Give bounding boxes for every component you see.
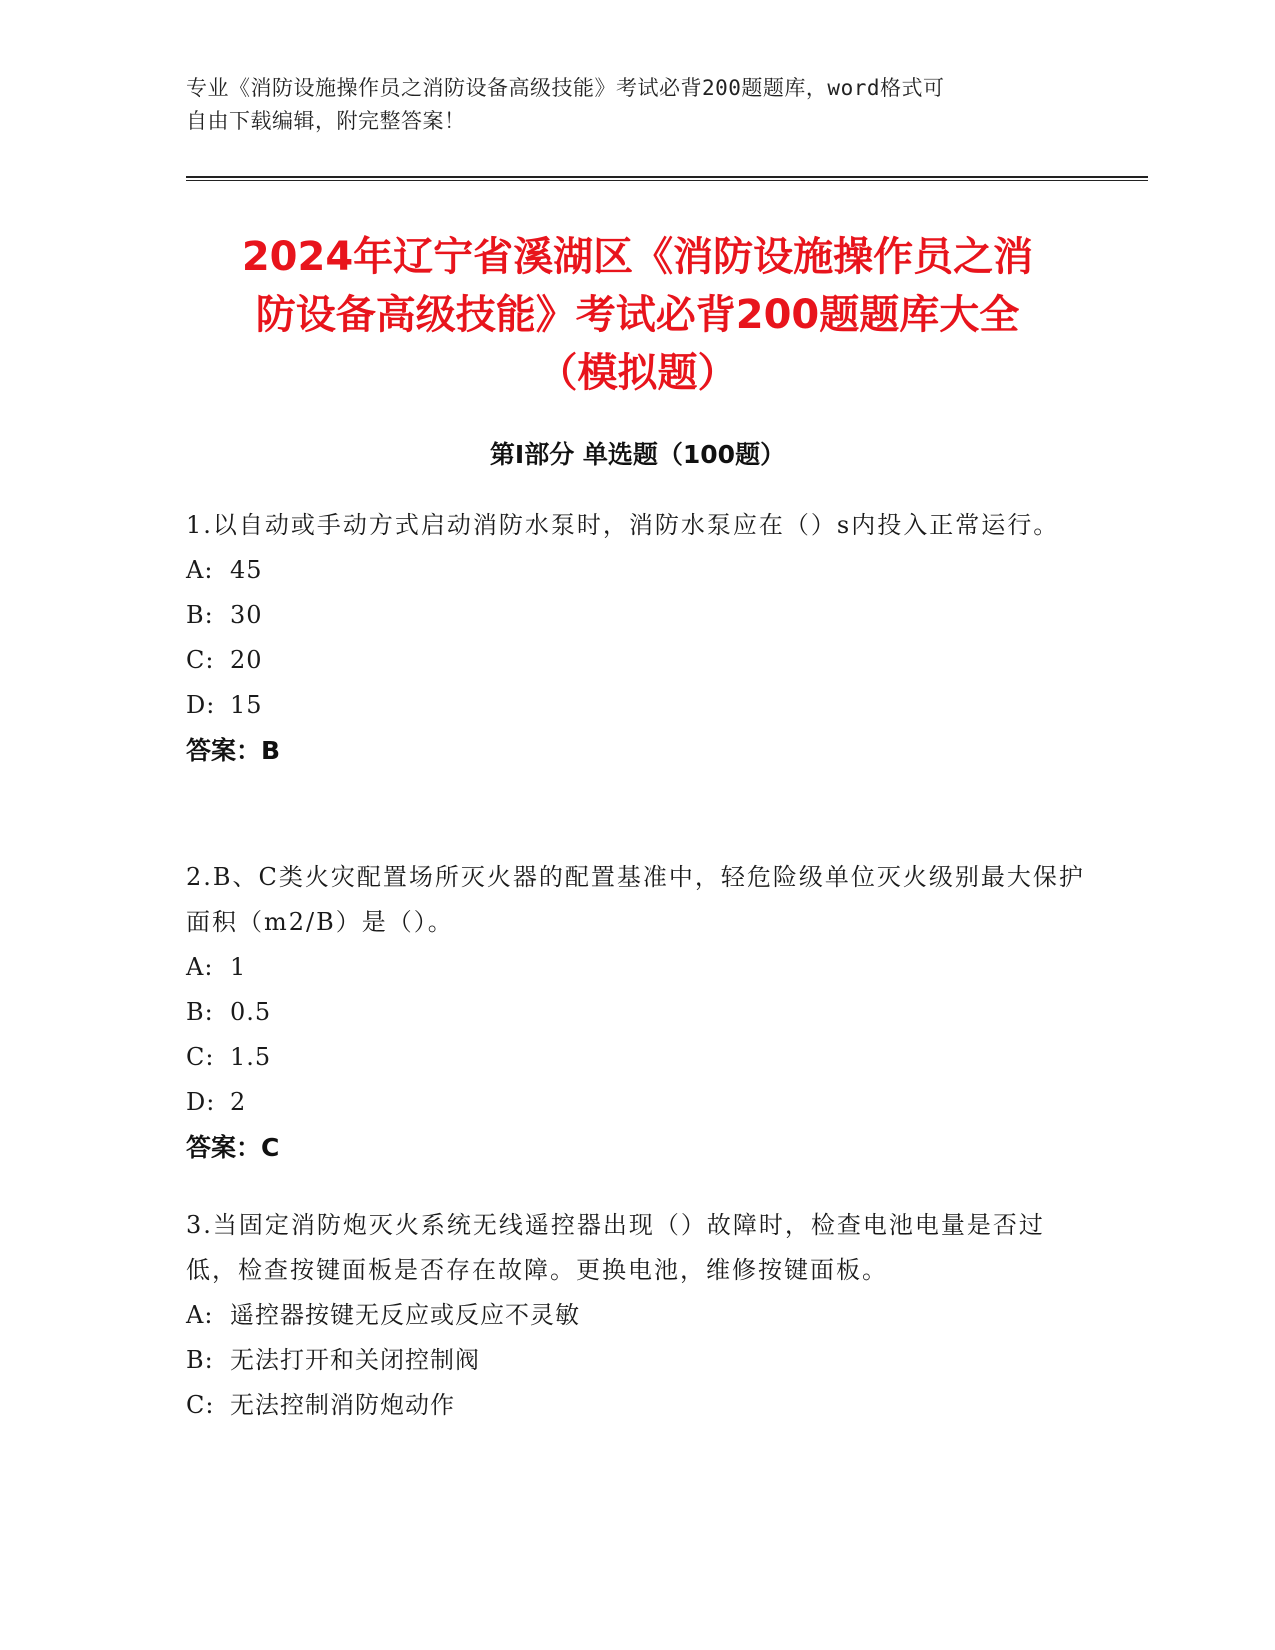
option-c — [186, 1383, 1086, 1428]
option-key: B: — [186, 998, 214, 1026]
document-title-line-2: 防设备高级技能》考试必背200题题库大全 — [255, 292, 1020, 338]
option-text: 15 — [230, 691, 263, 719]
option-key: D: — [186, 1088, 216, 1116]
question-stem: 2.B、C类火灾配置场所灭火器的配置基准中，轻危险级单位灭火级别最大保护面积（m2/B）是（）。 — [186, 863, 1085, 936]
answer-value: C — [261, 1133, 280, 1162]
option-key: A: — [186, 1301, 214, 1329]
question-2 — [186, 855, 1086, 1170]
option-text: 2 — [230, 1088, 247, 1116]
option-d — [186, 683, 1086, 728]
option-key: B: — [186, 1346, 214, 1374]
question-stem: 3.当固定消防炮灭火系统无线遥控器出现（）故障时，检查电池电量是否过低，检查按键面板是否存在故障。更换电池，维修按键面板。 — [186, 1211, 1045, 1284]
answer-line — [186, 728, 1086, 773]
option-text: 无法打开和关闭控制阀 — [230, 1346, 480, 1374]
header-note-line-1: 专业《消防设施操作员之消防设备高级技能》考试必背200题题库，word格式可 — [186, 76, 945, 100]
option-text: 20 — [230, 646, 263, 674]
question-1 — [186, 503, 1086, 773]
answer-value: B — [261, 736, 281, 765]
document-title-line-1: 2024年辽宁省溪湖区《消防设施操作员之消 — [241, 234, 1034, 280]
section-title: 第Ⅰ部分 单选题（100题） — [489, 440, 786, 469]
option-c — [186, 1035, 1086, 1080]
answer-label: 答案： — [186, 736, 262, 765]
header-note — [186, 72, 1066, 138]
document-title-line-3: （模拟题） — [537, 350, 738, 396]
option-text: 45 — [230, 556, 263, 584]
option-key: C: — [186, 1391, 215, 1419]
question-stem: 1.以自动或手动方式启动消防水泵时，消防水泵应在（）s内投入正常运行。 — [186, 511, 1060, 539]
option-a — [186, 945, 1086, 990]
option-key: D: — [186, 691, 216, 719]
option-text: 无法控制消防炮动作 — [230, 1391, 455, 1419]
option-a — [186, 548, 1086, 593]
option-key: A: — [186, 556, 214, 584]
answer-line — [186, 1125, 1086, 1170]
option-a — [186, 1293, 1086, 1338]
option-b — [186, 990, 1086, 1035]
option-key: A: — [186, 953, 214, 981]
option-d — [186, 1080, 1086, 1125]
document-title — [160, 228, 1115, 402]
option-b — [186, 593, 1086, 638]
option-b — [186, 1338, 1086, 1383]
answer-label: 答案： — [186, 1133, 262, 1162]
option-text: 30 — [230, 601, 263, 629]
header-divider — [186, 176, 1148, 181]
option-text: 1 — [230, 953, 247, 981]
option-text: 遥控器按键无反应或反应不灵敏 — [230, 1301, 580, 1329]
option-key: C: — [186, 646, 215, 674]
option-c — [186, 638, 1086, 683]
header-note-line-2: 自由下载编辑，附完整答案！ — [186, 109, 466, 133]
option-key: C: — [186, 1043, 215, 1071]
option-text: 1.5 — [230, 1043, 272, 1071]
option-text: 0.5 — [230, 998, 272, 1026]
question-3 — [186, 1203, 1086, 1428]
option-key: B: — [186, 601, 214, 629]
